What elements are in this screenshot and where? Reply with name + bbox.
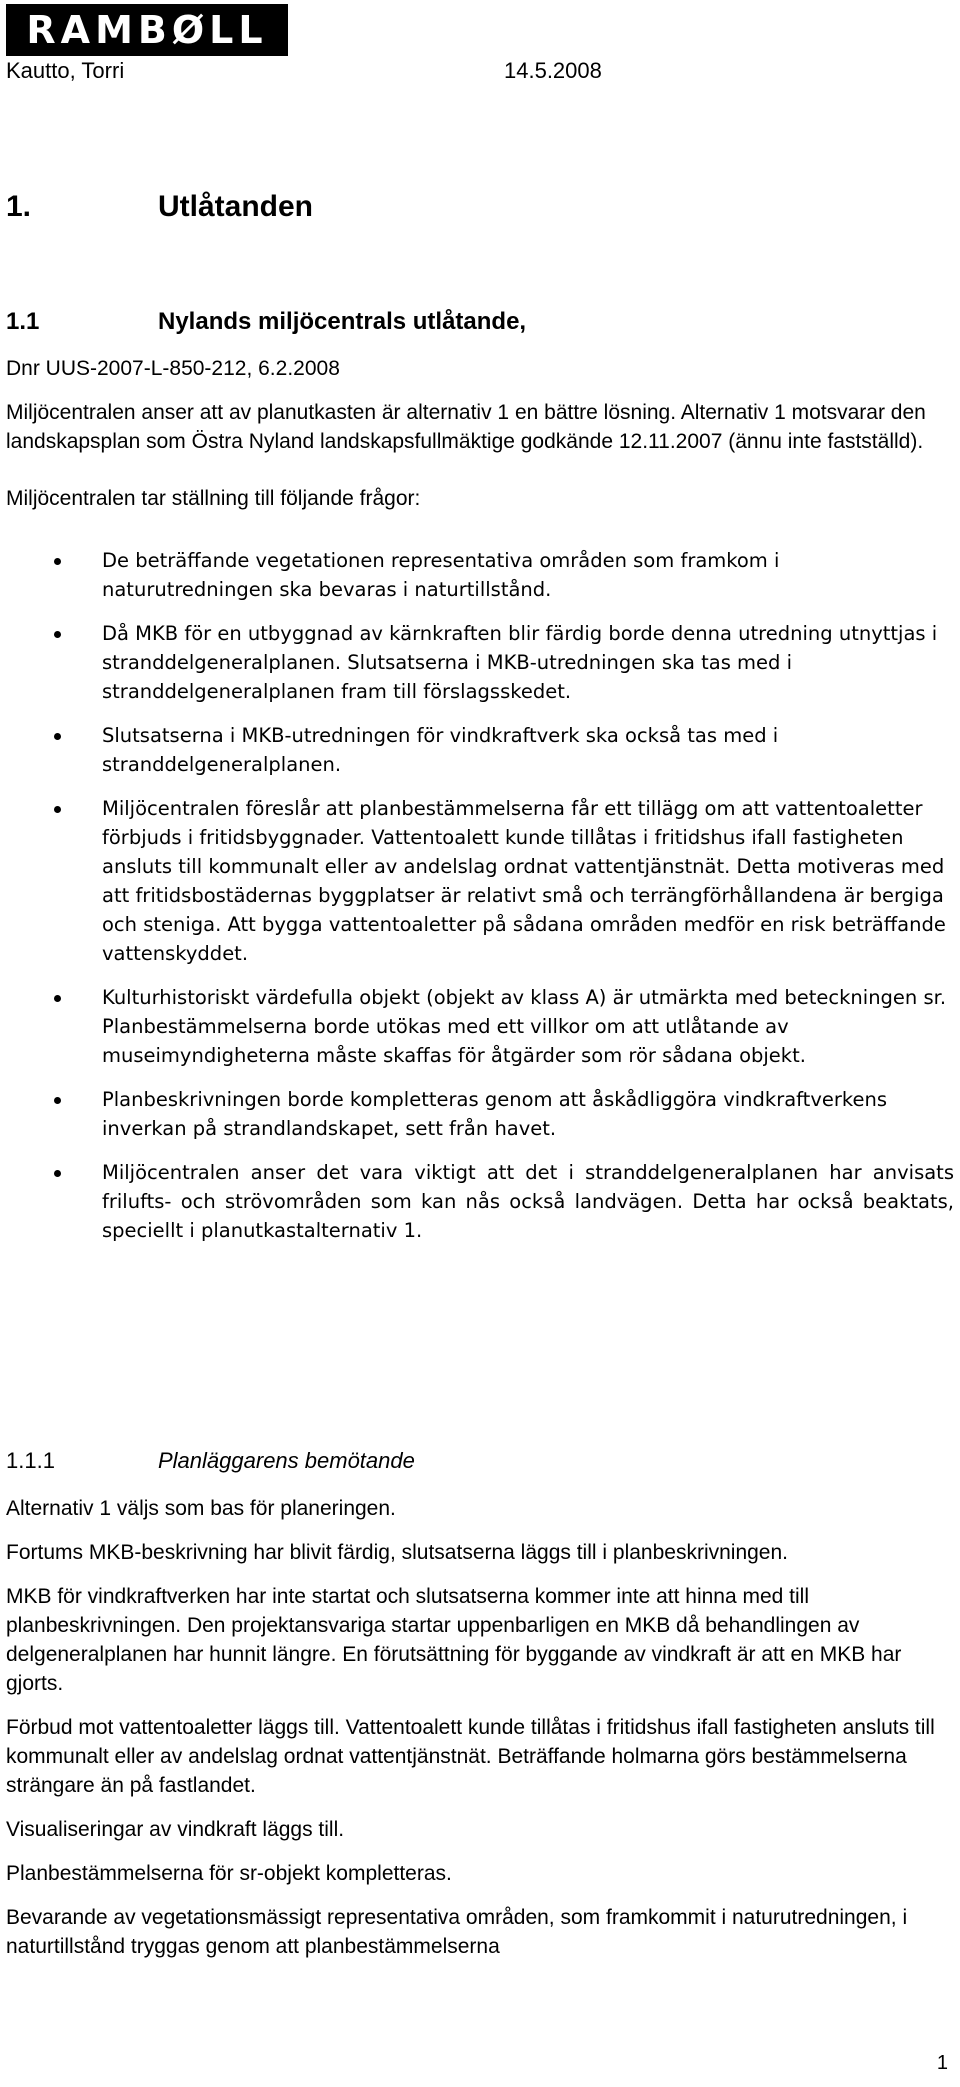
intro-paragraph: Miljöcentralen anser att av planutkasten är alternativ 1 en bättre lösning. Alternativ 1 motsvarar den landskapsplan som Östra Nyland landskapsfullmäktige godkände 12.11.2007 (ännu inte fastställd). xyxy=(6,401,926,453)
bullet-icon xyxy=(54,995,61,1002)
author: Kautto, Torri xyxy=(6,58,125,83)
reference-number: Dnr UUS-2007-L-850-212, 6.2.2008 xyxy=(6,357,340,380)
subsection-heading xyxy=(6,308,527,336)
list-item xyxy=(6,983,956,1070)
response-paragraph: MKB för vindkraftverken har inte startat och slutsatserna kommer inte att hinna med till planbeskrivningen. Den projektansvariga startar uppenbarligen en MKB då behandlingen av delgeneralplanen har hunnit längre. En förutsättning för byggande av vindkraft är att en MKB har gjorts. xyxy=(6,1585,902,1695)
subsection-title: Nylands miljöcentrals utlåtande, xyxy=(158,308,527,335)
page-number: 1 xyxy=(936,2052,948,2074)
list-item-text: Planbeskrivningen borde kompletteras genom att åskådliggöra vindkraftverkens inverkan på strandlandskapet, sett från havet. xyxy=(102,1088,887,1140)
list-item xyxy=(6,619,956,706)
document-date: 14.5.2008 xyxy=(504,58,602,83)
lead-paragraph: Miljöcentralen tar ställning till följande frågor: xyxy=(6,487,421,510)
list-item xyxy=(6,546,956,604)
section-heading xyxy=(6,190,314,224)
response-paragraph: Förbud mot vattentoaletter läggs till. Vattentoalett kunde tillåtas i fritidshus ifall fastigheten ansluts till kommunalt eller av andelslag ordnat vattentjänstnät. Beträffande holmarna görs bestämmelserna strängare än på fastlandet. xyxy=(6,1716,935,1797)
bullet-list xyxy=(6,546,956,1260)
list-item-text: Miljöcentralen anser det vara viktigt att det i stranddelgeneralplanen har anvisats frilufts- och strövområden som kan nås också landvägen. Detta har också beaktats, speciellt i planutkastalternativ 1. xyxy=(102,1161,954,1242)
response-heading xyxy=(6,1448,415,1474)
bullet-icon xyxy=(54,1097,61,1104)
list-item xyxy=(6,1158,956,1245)
bullet-icon xyxy=(54,806,61,813)
bullet-icon xyxy=(54,558,61,565)
response-paragraph: Planbestämmelserna för sr-objekt kompletteras. xyxy=(6,1862,452,1885)
response-body xyxy=(6,1494,956,1976)
bullet-icon xyxy=(54,733,61,740)
section-number: 1. xyxy=(6,190,32,223)
section-title: Utlåtanden xyxy=(158,190,314,223)
bullet-icon xyxy=(54,1170,61,1177)
response-paragraph: Fortums MKB-beskrivning har blivit färdig, slutsatserna läggs till i planbeskrivningen. xyxy=(6,1541,789,1564)
list-item xyxy=(6,794,956,968)
response-number: 1.1.1 xyxy=(6,1448,55,1473)
subsection-number: 1.1 xyxy=(6,308,40,335)
response-paragraph: Alternativ 1 väljs som bas för planeringen. xyxy=(6,1497,396,1520)
logo-text: RAMBØLL xyxy=(26,8,268,52)
list-item-text: Slutsatserna i MKB-utredningen för vindkraftverk ska också tas med i stranddelgeneralplanen. xyxy=(102,724,779,776)
list-item-text: Kulturhistoriskt värdefulla objekt (objekt av klass A) är utmärkta med beteckningen sr. Planbestämmelserna borde utökas med ett villkor om att utlåtande av museimyndigheterna måste skaffas för åtgärder som rör sådana objekt. xyxy=(102,986,947,1067)
bullet-icon xyxy=(54,631,61,638)
response-paragraph: Visualiseringar av vindkraft läggs till. xyxy=(6,1818,345,1841)
list-item xyxy=(6,721,956,779)
list-item-text: Då MKB för en utbyggnad av kärnkraften blir färdig borde denna utredning utnyttjas i stranddelgeneralplanen. Slutsatserna i MKB-utredningen ska tas med i stranddelgeneralplanen fram till förslagsskedet. xyxy=(102,622,938,703)
list-item-text: Miljöcentralen föreslår att planbestämmelserna får ett tillägg om att vattentoaletter förbjuds i fritidsbyggnader. Vattentoalett kunde tillåtas i fritidshus ifall fastigheten ansluts till kommunalt eller av andelslag ordnat vattentjänstnät. Detta motiveras med att fritidsbostädernas byggplatser är relativt små och terrängförhållandena är bergiga och steniga. Att bygga vattentoaletter på sådana områden medför en risk beträffande vattenskyddet. xyxy=(102,797,946,965)
response-title: Planläggarens bemötande xyxy=(158,1448,415,1473)
list-item xyxy=(6,1085,956,1143)
response-paragraph: Bevarande av vegetationsmässigt representativa områden, som framkommit i naturutredningen, i naturtillstånd tryggas genom att planbestämmelserna xyxy=(6,1906,908,1958)
ramboll-logo xyxy=(6,4,288,56)
list-item-text: De beträffande vegetationen representativa områden som framkom i naturutredningen ska bevaras i naturtillstånd. xyxy=(102,549,780,601)
